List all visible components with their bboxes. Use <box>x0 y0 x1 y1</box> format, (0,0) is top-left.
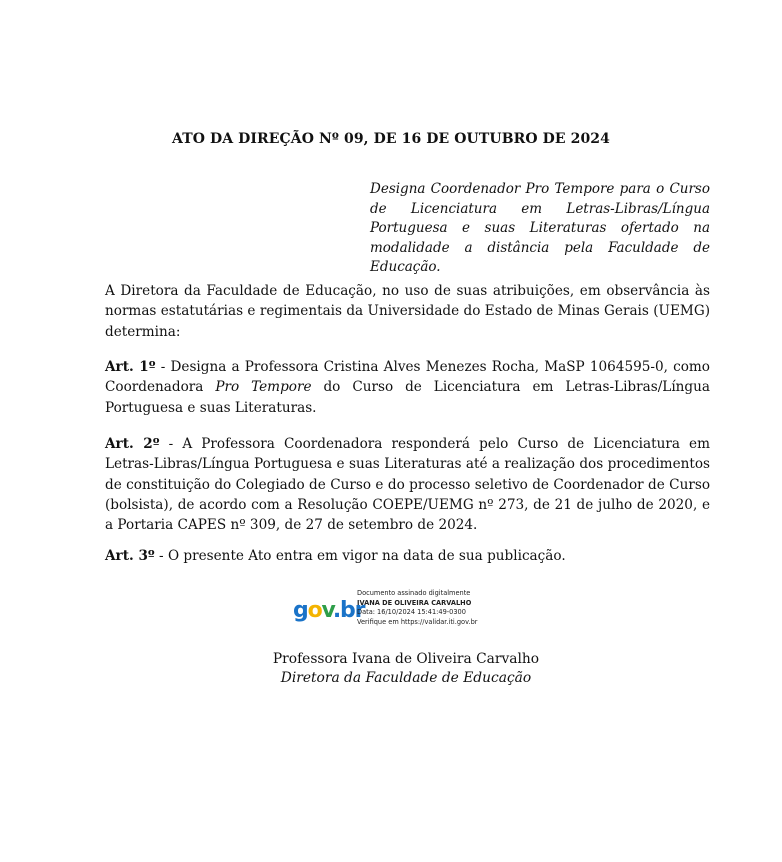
stamp-line-signed: Documento assinado digitalmente <box>357 589 471 597</box>
signatory-name: Professora Ivana de Oliveira Carvalho <box>272 651 540 667</box>
intro-paragraph: A Diretora da Faculdade de Educação, no uso de suas atribuições, em observância às normas estatutárias e regimentais da Universidade do Estado de Minas Gerais (UEMG) determina: <box>105 283 710 340</box>
article-2 <box>105 434 710 535</box>
signatory-role: Diretora da Faculdade de Educação <box>280 670 532 686</box>
article-1-text-after: do Curso de Licenciatura em Letras-Libras/Língua Portuguesa e suas Literaturas. <box>105 379 710 416</box>
article-2-label: Art. 2º <box>105 436 160 452</box>
article-1-text-before: - Designa a Professora Cristina Alves Menezes Rocha, MaSP 1064595-0, como Coordenadora <box>105 359 710 396</box>
article-1-label: Art. 1º <box>105 359 156 375</box>
article-3-label: Art. 3º <box>105 548 155 564</box>
article-1 <box>105 357 710 418</box>
stamp-signer: IVANA DE OLIVEIRA CARVALHO <box>357 598 472 607</box>
document-title: ATO DA DIREÇÃO Nº 09, DE 16 DE OUTUBRO DE 2024 <box>172 131 610 147</box>
govbr-logo: gov.br <box>293 598 365 623</box>
article-3-text: - O presente Ato entra em vigor na data de sua publicação. <box>154 548 566 564</box>
article-3 <box>105 546 710 566</box>
article-2-text: - A Professora Coordenadora responderá pelo Curso de Licenciatura em Letras-Libras/Língua Portuguesa e suas Literaturas até a realização dos procedimentos de constituição do Colegiado de Curso e do processo seletivo de Coordenador de Curso (bolsista), de acordo com a Resolução COEPE/UEMG nº 273, de 21 de julho de 2020, e a Portaria CAPES nº 309, de 27 de setembro de 2024. <box>105 436 710 534</box>
article-1-italic: Pro Tempore <box>215 379 312 396</box>
stamp-verify: Verifique em https://validar.iti.gov.br <box>357 617 478 626</box>
digital-signature-stamp <box>293 589 503 635</box>
stamp-text <box>357 589 477 627</box>
ementa-text: Designa Coordenador Pro Tempore para o Curso de Licenciatura em Letras-Libras/Língua Portuguesa e suas Literaturas ofertado na modalidade a distância pela Faculdade de Educação. <box>370 181 710 275</box>
stamp-date: Data: 16/10/2024 15:41:49-0300 <box>357 608 466 617</box>
